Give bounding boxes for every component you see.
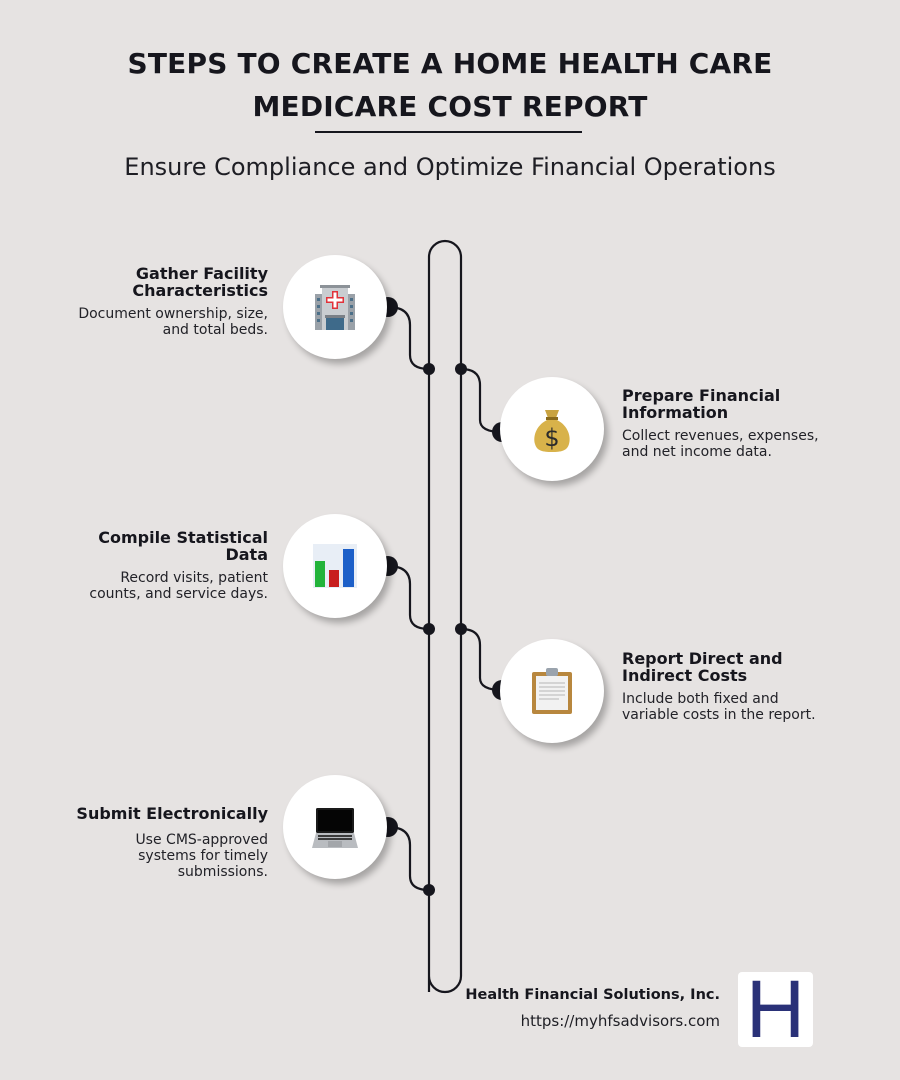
- subtitle: Ensure Compliance and Optimize Financial Operations: [124, 153, 776, 181]
- step-description: Use CMS-approved systems for timely submissions.: [135, 832, 268, 880]
- step-report-costs: [622, 650, 862, 723]
- company-url[interactable]: https://myhfsadvisors.com: [520, 1012, 720, 1030]
- title-line-2: MEDICARE COST REPORT: [252, 90, 648, 123]
- step-description: Collect revenues, expenses, and net income data.: [622, 428, 819, 460]
- step-description: Document ownership, size, and total beds.: [78, 306, 268, 338]
- company-logo: [738, 963, 813, 1055]
- title-line-1: STEPS TO CREATE A HOME HEALTH CARE: [127, 47, 773, 80]
- step-title: Report Direct and Indirect Costs: [622, 649, 783, 685]
- step-4-icon-circle: [500, 639, 604, 743]
- company-name: Health Financial Solutions, Inc.: [465, 987, 720, 1003]
- step-title: Gather Facility Characteristics: [132, 264, 268, 300]
- step-5-icon-circle: [283, 775, 387, 879]
- clipboard-icon: [527, 666, 577, 716]
- step-gather-facility: [28, 265, 268, 338]
- step-submit-electronically: [28, 805, 268, 880]
- step-description: Include both fixed and variable costs in the report.: [622, 691, 816, 723]
- bar-chart-icon: [310, 541, 360, 591]
- step-title: Prepare Financial Information: [622, 386, 781, 422]
- step-3-icon-circle: [283, 514, 387, 618]
- hospital-icon: [310, 282, 360, 332]
- step-description: Record visits, patient counts, and service days.: [89, 570, 268, 602]
- step-prepare-financial: [622, 387, 862, 460]
- step-2-icon-circle: [500, 377, 604, 481]
- step-1-icon-circle: [283, 255, 387, 359]
- svg-text:$: $: [544, 424, 560, 452]
- money-bag-icon: [527, 404, 577, 454]
- laptop-icon: [310, 802, 360, 852]
- step-compile-statistical: [28, 529, 268, 602]
- logo-letter: H: [745, 963, 806, 1055]
- step-title: Compile Statistical Data: [98, 528, 268, 564]
- step-title: Submit Electronically: [76, 804, 268, 823]
